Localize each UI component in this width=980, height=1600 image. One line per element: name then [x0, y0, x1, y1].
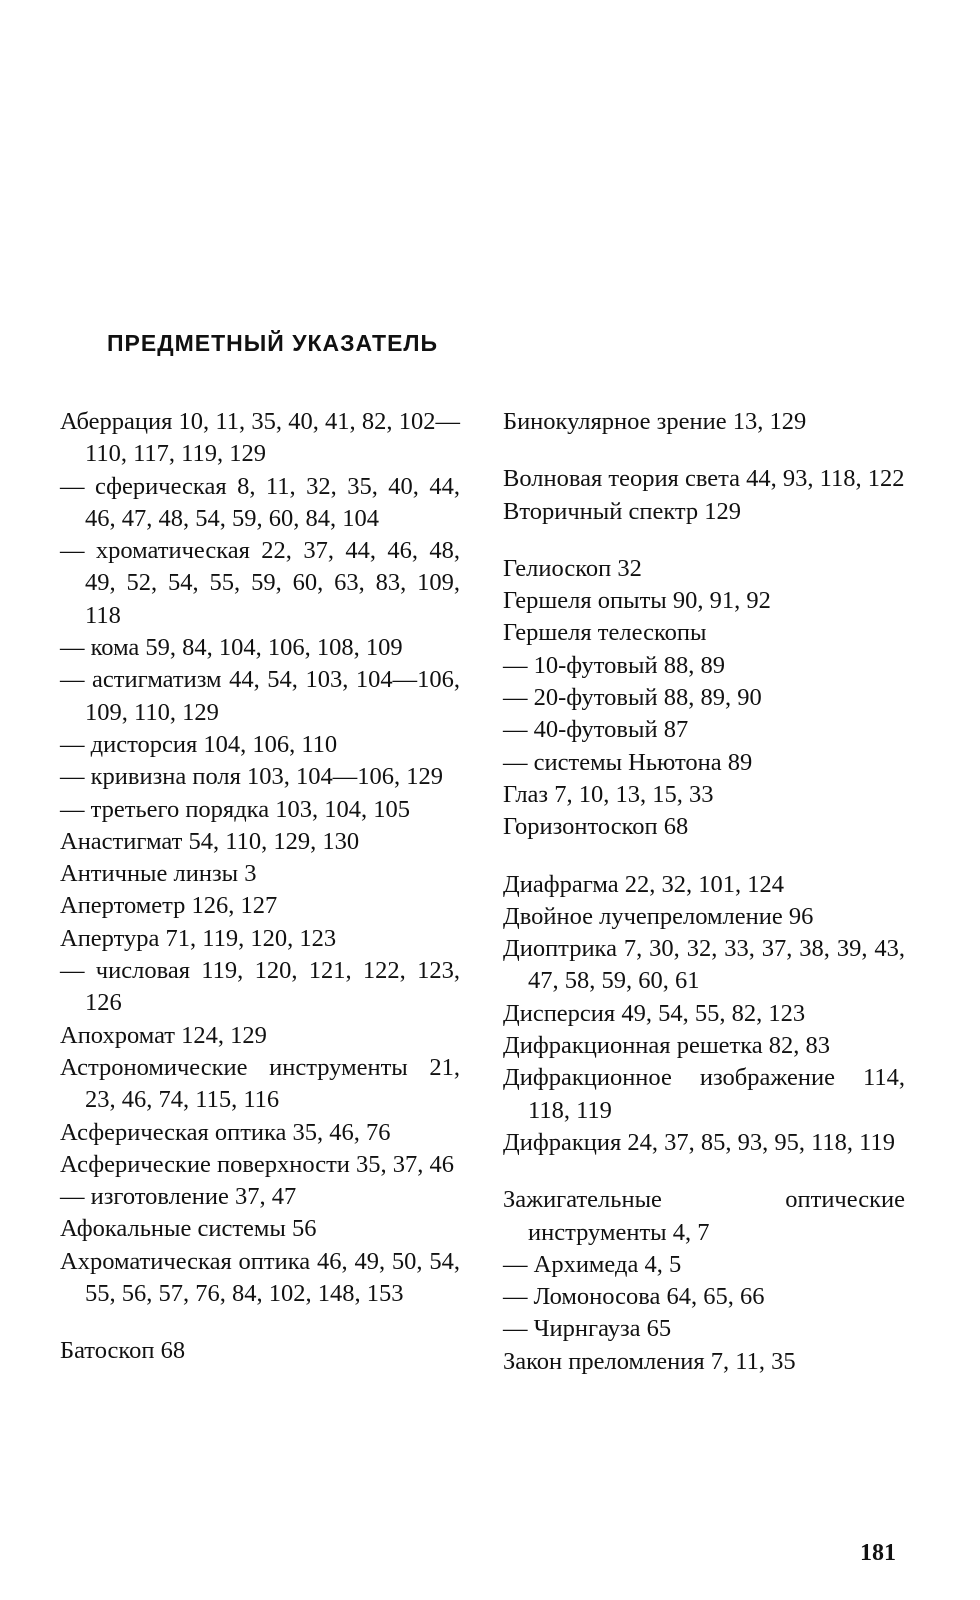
index-entry: Ахроматическая оптика 46, 49, 50, 54, 55, 56, 57, 76, 84, 102, 148, 153: [60, 1247, 460, 1308]
index-entry: Асферические поверхности 35, 37, 46: [60, 1150, 455, 1178]
index-entry: — хроматическая 22, 37, 44, 46, 48, 49, 52, 54, 55, 59, 60, 63, 83, 109, 118: [60, 537, 460, 629]
index-entry: — 20-футовый 88, 89, 90: [503, 684, 762, 712]
index-entry: Дифракционное изображение 114, 118, 119: [503, 1064, 905, 1124]
index-entry: Зажигательные оптические инструменты 4, 7: [503, 1186, 905, 1246]
index-entry: Дифракция 24, 37, 85, 93, 95, 118, 119: [503, 1128, 896, 1156]
index-entry: — Чирнгауза 65: [503, 1315, 672, 1343]
index-entry: Диоптрика 7, 30, 32, 33, 37, 38, 39, 43, 47, 58, 59, 60, 61: [503, 935, 905, 995]
index-entry: Дисперсия 49, 54, 55, 82, 123: [503, 999, 806, 1027]
index-entry: Аберрация 10, 11, 35, 40, 41, 82, 102—110, 117, 119, 129: [60, 408, 460, 468]
index-entry: Глаз 7, 10, 13, 15, 33: [503, 780, 714, 808]
index-entry: — дисторсия 104, 106, 110: [60, 730, 338, 758]
index-entry: Античные линзы 3: [60, 860, 257, 888]
index-entry: — системы Ньютона 89: [503, 748, 753, 776]
index-entry: Волновая теория света 44, 93, 118, 122: [503, 465, 905, 493]
index-entry: Апертура 71, 119, 120, 123: [60, 924, 337, 952]
index-entry: — кома 59, 84, 104, 106, 108, 109: [60, 634, 403, 662]
index-entry: Вторичный спектр 129: [503, 497, 742, 525]
index-entry: Бинокулярное зрение 13, 129: [503, 408, 807, 435]
index-entry: Асферическая оптика 35, 46, 76: [60, 1118, 391, 1146]
index-entry: Гершеля опыты 90, 91, 92: [503, 587, 771, 615]
index-column-left: [60, 406, 460, 1368]
index-entry: Двойное лучепреломление 96: [503, 902, 814, 930]
index-entry: — сферическая 8, 11, 32, 35, 40, 44, 46, 47, 48, 54, 59, 60, 84, 104: [60, 472, 460, 532]
index-entry: — 10-футовый 88, 89: [503, 651, 725, 679]
index-entry: — числовая 119, 120, 121, 122, 123, 126: [60, 957, 460, 1017]
index-entry: Гелиоскоп 32: [503, 554, 642, 582]
index-entry: — 40-футовый 87: [503, 716, 689, 744]
index-column-right: [503, 406, 905, 1378]
index-entry: Горизонтоскоп 68: [503, 813, 689, 841]
index-entry: Апертометр 126, 127: [60, 892, 278, 920]
index-entry: Батоскоп 68: [60, 1337, 186, 1365]
index-entry: Дифракционная решетка 82, 83: [503, 1032, 831, 1060]
index-entry: — Ломоносова 64, 65, 66: [503, 1283, 765, 1311]
index-entry: Гершеля телескопы: [503, 619, 707, 647]
index-entry: — третьего порядка 103, 104, 105: [60, 795, 410, 823]
index-entry: Закон преломления 7, 11, 35: [503, 1347, 796, 1375]
index-title: ПРЕДМЕТНЫЙ УКАЗАТЕЛЬ: [107, 330, 439, 356]
index-entry: Апохромат 124, 129: [60, 1021, 267, 1049]
index-entry: — Архимеда 4, 5: [503, 1250, 682, 1278]
index-entry: — астигматизм 44, 54, 103, 104—106, 109, 110, 129: [60, 666, 460, 726]
index-entry: Астрономические инструменты 21, 23, 46, 74, 115, 116: [60, 1053, 460, 1114]
index-entry: — кривизна поля 103, 104—106, 129: [60, 763, 444, 791]
index-entry: Диафрагма 22, 32, 101, 124: [503, 870, 785, 898]
page-number: 181: [860, 1540, 896, 1566]
index-entry: Анастигмат 54, 110, 129, 130: [60, 827, 360, 855]
index-entry: Афокальные системы 56: [60, 1215, 317, 1243]
index-entry: — изготовление 37, 47: [60, 1183, 297, 1211]
